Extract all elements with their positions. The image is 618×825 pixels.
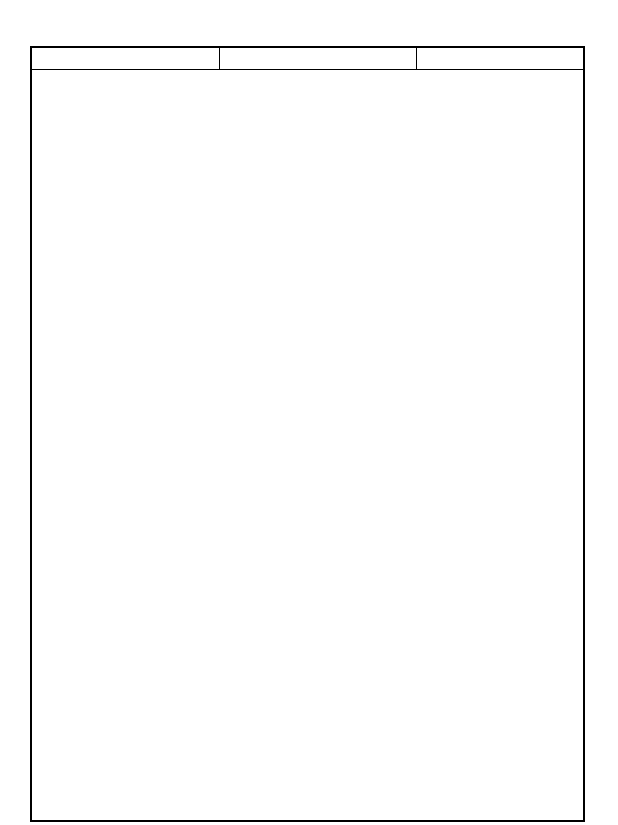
header-additional-exams — [417, 48, 583, 70]
admissions-table — [30, 46, 585, 822]
doc-title — [38, 10, 46, 30]
header-major-code — [32, 48, 220, 70]
header-initial-exams — [220, 48, 417, 70]
